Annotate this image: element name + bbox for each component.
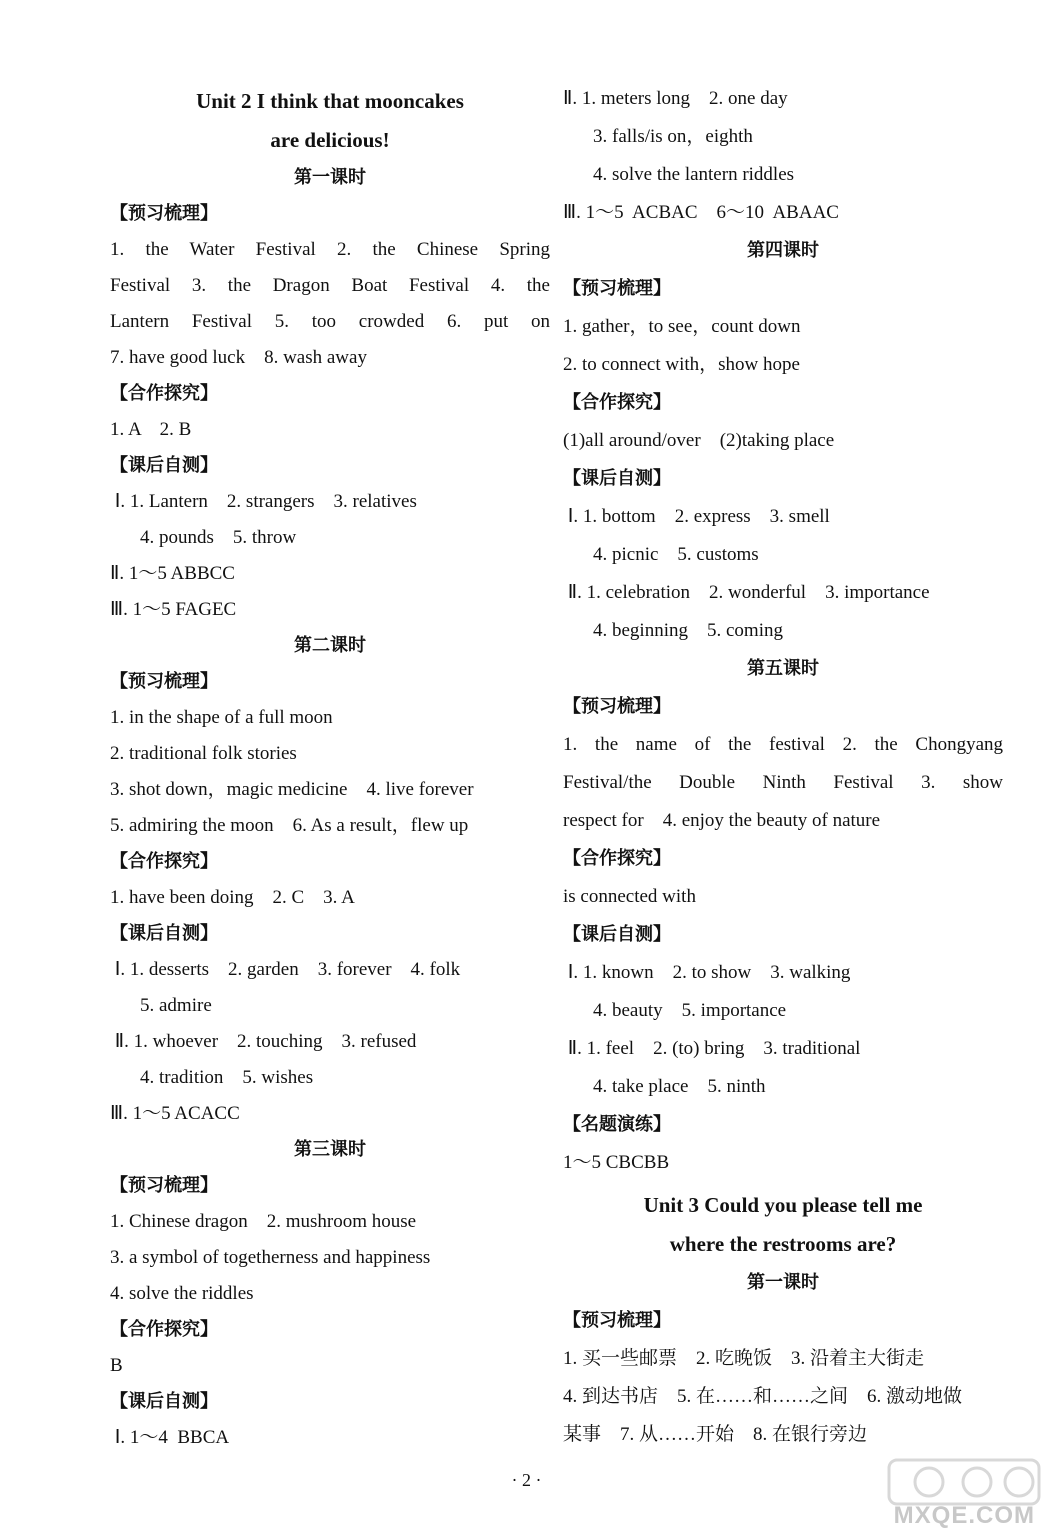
- answer-line: 1. the name of the festival 2. the Chongyang: [563, 734, 1003, 755]
- section-heading: 【预习梳理】: [110, 203, 218, 224]
- lesson-heading: 第二课时: [294, 635, 366, 656]
- answer-line: 3. shot down，magic medicine 4. live forever: [110, 779, 474, 800]
- answer-line: 1. the Water Festival 2. the Chinese Spring: [110, 239, 550, 260]
- answer-line: 4. beauty 5. importance: [593, 1000, 787, 1021]
- section-heading: 【合作探究】: [563, 848, 671, 869]
- lesson-heading: 第一课时: [747, 1272, 819, 1293]
- answer-line: Ⅱ. 1. celebration 2. wonderful 3. importance: [563, 582, 930, 603]
- answer-line: Ⅱ. 1. meters long 2. one day: [563, 88, 788, 109]
- answer-line: 4. solve the lantern riddles: [593, 164, 795, 185]
- answer-line: Ⅲ. 1～5 ACBAC 6～10 ABAAC: [563, 202, 839, 223]
- answer-line: 3. a symbol of togetherness and happiness: [110, 1247, 431, 1268]
- answer-line: Ⅱ. 1～5 ABBCC: [110, 563, 235, 584]
- answer-line: 2. to connect with，show hope: [563, 354, 800, 375]
- answer-line: 某事 7. 从……开始 8. 在银行旁边: [563, 1424, 868, 1445]
- lesson-heading: 第四课时: [747, 240, 819, 261]
- answer-line: 4. beginning 5. coming: [593, 620, 783, 641]
- answer-line: Ⅰ. 1. known 2. to show 3. walking: [563, 962, 851, 983]
- site-watermark-logo: [869, 1456, 1047, 1534]
- answer-line: Lantern Festival 5. too crowded 6. put on: [110, 311, 550, 332]
- unit-2-title-line-2: are delicious!: [270, 128, 390, 152]
- answer-line: 4. take place 5. ninth: [593, 1076, 766, 1097]
- answer-line: Ⅰ. 1. Lantern 2. strangers 3. relatives: [110, 491, 417, 512]
- answer-line: 4. tradition 5. wishes: [140, 1067, 314, 1088]
- section-heading: 【合作探究】: [110, 1319, 218, 1340]
- answer-line: 7. have good luck 8. wash away: [110, 347, 367, 368]
- answer-line: 1. Chinese dragon 2. mushroom house: [110, 1211, 417, 1232]
- lesson-heading: 第三课时: [294, 1139, 366, 1160]
- answer-line: 1. have been doing 2. C 3. A: [110, 887, 355, 908]
- section-heading: 【名题演练】: [563, 1114, 671, 1135]
- answer-line: is connected with: [563, 886, 696, 907]
- lesson-heading: 第五课时: [747, 658, 819, 679]
- section-heading: 【预习梳理】: [563, 278, 671, 299]
- section-heading: 【预习梳理】: [110, 1175, 218, 1196]
- right-column: [563, 80, 1003, 1454]
- answer-line: Ⅰ. 1. bottom 2. express 3. smell: [563, 506, 830, 527]
- answer-line: Ⅰ. 1. desserts 2. garden 3. forever 4. folk: [110, 959, 461, 980]
- section-heading: 【预习梳理】: [563, 1310, 671, 1331]
- answer-line: 3. falls/is on，eighth: [593, 126, 753, 147]
- answer-line: Festival 3. the Dragon Boat Festival 4. the: [110, 275, 550, 296]
- unit-3-title-line-2: where the restrooms are?: [669, 1232, 897, 1256]
- section-heading: 【课后自测】: [110, 923, 218, 944]
- answer-line: Festival/the Double Ninth Festival 3. show: [563, 772, 1003, 793]
- answer-line: 1. 买一些邮票 2. 吃晚饭 3. 沿着主大街走: [563, 1348, 925, 1369]
- answer-line: 4. 到达书店 5. 在……和……之间 6. 激动地做: [563, 1386, 963, 1407]
- left-answer-list: [110, 160, 550, 1456]
- section-heading: 【预习梳理】: [563, 696, 671, 717]
- section-heading: 【课后自测】: [563, 924, 671, 945]
- section-heading: 【预习梳理】: [110, 671, 218, 692]
- answer-line: B: [110, 1355, 123, 1376]
- answer-line: 2. traditional folk stories: [110, 743, 297, 764]
- watermark-text: MXQE.COM: [893, 1502, 1035, 1529]
- answer-line: (1)all around/over (2)taking place: [563, 430, 835, 451]
- answer-line: Ⅱ. 1. whoever 2. touching 3. refused: [110, 1031, 417, 1052]
- section-heading: 【课后自测】: [563, 468, 671, 489]
- answer-line: 1. A 2. B: [110, 419, 192, 440]
- answer-line: 4. pounds 5. throw: [140, 527, 297, 548]
- answer-line: 4. picnic 5. customs: [593, 544, 759, 565]
- lesson-heading: 第一课时: [294, 167, 366, 188]
- page-number: · 2 ·: [511, 1470, 542, 1490]
- section-heading: 【合作探究】: [110, 383, 218, 404]
- section-heading: 【课后自测】: [110, 455, 218, 476]
- unit-3-title-line-1: Unit 3 Could you please tell me: [643, 1193, 923, 1217]
- left-column: [110, 82, 550, 1456]
- unit-2-title-line-1: Unit 2 I think that mooncakes: [196, 89, 464, 113]
- answer-line: 1. gather，to see，count down: [563, 316, 801, 337]
- answer-line: Ⅱ. 1. feel 2. (to) bring 3. traditional: [563, 1038, 861, 1059]
- answer-line: Ⅲ. 1～5 ACACC: [110, 1103, 240, 1124]
- answer-line: respect for 4. enjoy the beauty of nature: [563, 810, 881, 831]
- right-answer-list-b: [563, 1264, 1003, 1454]
- answer-line: 1～5 CBCBB: [563, 1152, 670, 1173]
- section-heading: 【课后自测】: [110, 1391, 218, 1412]
- answer-line: 5. admire: [140, 995, 212, 1016]
- section-heading: 【合作探究】: [563, 392, 671, 413]
- answer-line: Ⅰ. 1～4 BBCA: [110, 1427, 230, 1448]
- answer-line: 1. in the shape of a full moon: [110, 707, 333, 728]
- answer-line: 4. solve the riddles: [110, 1283, 254, 1304]
- answer-line: 5. admiring the moon 6. As a result，flew up: [110, 815, 469, 836]
- answer-line: Ⅲ. 1～5 FAGEC: [110, 599, 237, 620]
- section-heading: 【合作探究】: [110, 851, 218, 872]
- right-answer-list-a: [563, 80, 1003, 1182]
